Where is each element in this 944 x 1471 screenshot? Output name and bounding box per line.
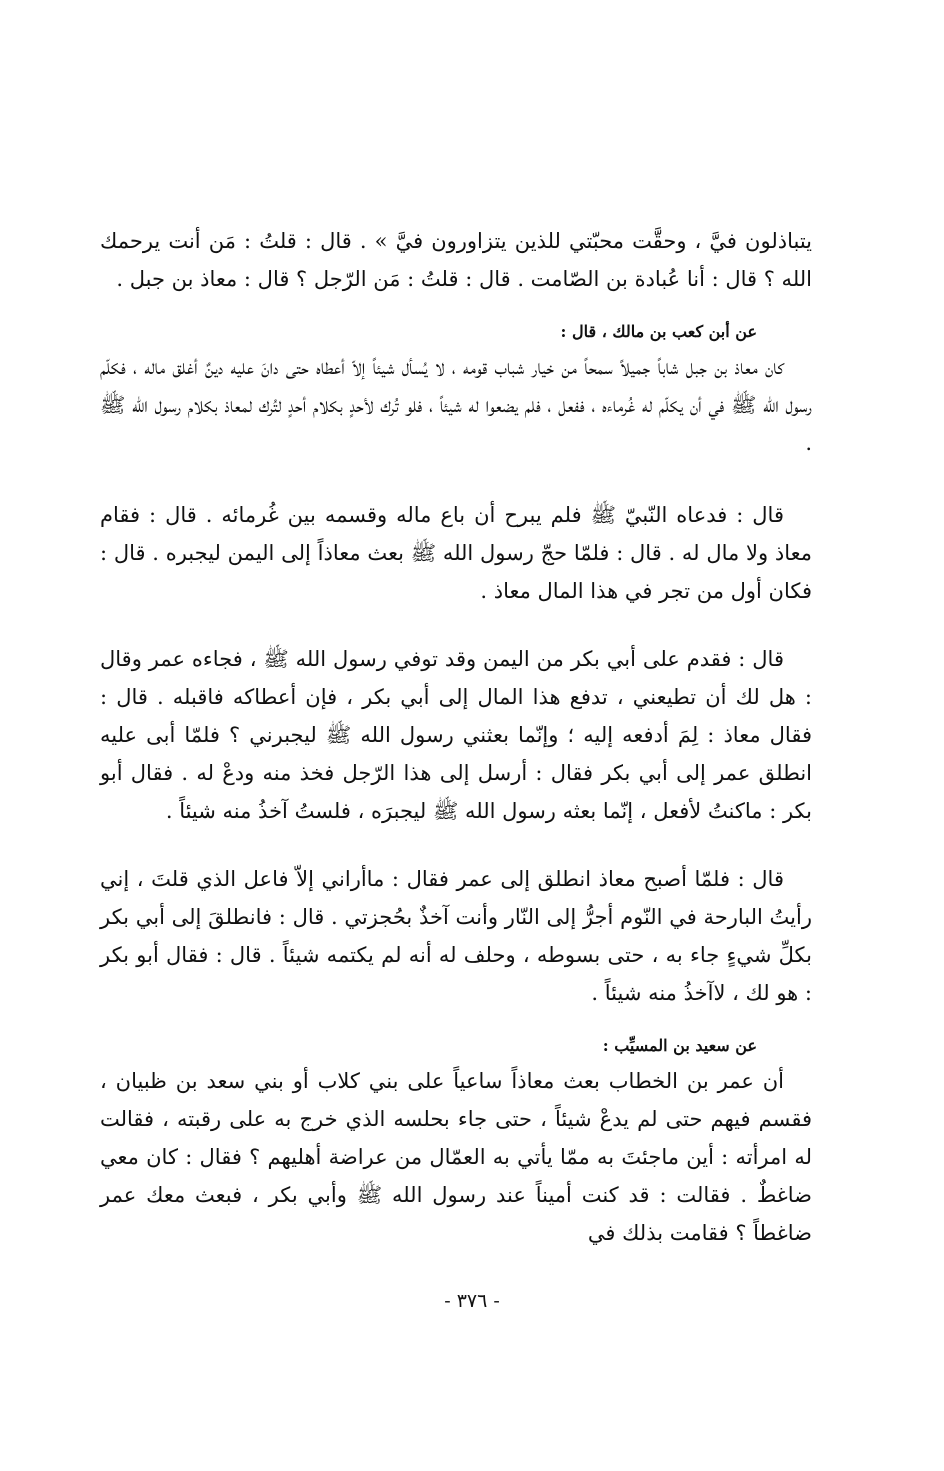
paragraph-1: يتباذلون فيَّ ، وحقَّت محبّتي للذين يتزاورون فيَّ » . قال : قلتُ : مَن أنت يرحمك الله ؟ قال : أنا عُبادة بن الصّامت . قال : قلتُ : مَن الرّجل ؟ قال : معاذ بن جبل .: [100, 229, 812, 291]
page-body: [100, 222, 812, 1252]
section-heading-1: عن أبن كعب بن مالك ، قال :: [560, 322, 757, 341]
page-number: - ٣٧٦ -: [444, 1290, 500, 1312]
paragraph-3: قال : فدعاه النّبيّ ﷺ فلم يبرح أن باع ماله وقسمه بين غُرمائه . قال : فقام معاذ ولا مال له . قال : فلمّا حجّ رسول الله ﷺ بعث معاذاً إلى اليمن ليجبره . قال : فكان أول من تجر في هذا المال معاذ .: [100, 503, 812, 603]
paragraph-5: قال : فلمّا أصبح معاذ انطلق إلى عمر فقال : ماأراني إلاّ فاعل الذي قلتَ ، إني رأيتُ البارحة في النّوم أجرُّ إلى النّار وأنت آخذٌ بحُجزتي . قال : فانطلقَ إلى أبي بكر بكلِّ شيءٍ جاء به ، حتى بسوطه ، وحلف له أنه لم يكتمه شيئاً . قال : فقال أبو بكر : هو لك ، لاآخذُ منه شيئاً .: [100, 867, 812, 1005]
paragraph-2: كان معاذ بن جبل شاباً جميلاً سمحاً من خيار شباب قومه ، لا يُسأل شيئاً إلاّ أعطاه حتى دانَ عليه دينٌ أغلق ماله ، فكلّم رسول الله ﷺ في أن يكلّم له غُرماءه ، ففعل ، فلم يضعوا له شيئاً ، فلو تُرك لأحدٍ بكلام أحدٍ لتُرك لمعاذ بكلام رسول الله ﷺ .: [100, 355, 812, 455]
section-heading-2: عن سعيد بن المسيِّب :: [602, 1036, 757, 1055]
paragraph-6: أن عمر بن الخطاب بعث معاذاً ساعياً على بني كلاب أو بني سعد بن ظبيان ، فقسم فيهم حتى لم يدعْ شيئاً ، حتى جاء بحلسه الذي خرج به على رقبته ، فقالت له امرأته : أين ماجئتَ به ممّا يأتي به العمّال من عراضة أهليهم ؟ فقال : كان معي ضاغطٌ . فقالت : قد كنت أميناً عند رسول الله ﷺ وأبي بكر ، فبعث معك عمر ضاغطاً ؟ فقامت بذلك في: [100, 1069, 813, 1245]
paragraph-4: قال : فقدم على أبي بكر من اليمن وقد توفي رسول الله ﷺ ، فجاءه عمر وقال : هل لك أن تطيعني ، تدفع هذا المال إلى أبي بكر ، فإن أعطاكه فاقبله . قال : فقال معاذ : لِمَ أدفعه إليه ؛ وإنّما بعثني رسول الله ﷺ ليجبرني ؟ فلمّا أبى عليه انطلق عمر إلى أبي بكر فقال : أرسل إلى هذا الرّجل فخذ منه ودعْ له . فقال أبو بكر : ماكنتُ لأفعل ، إنّما بعثه رسول الله ﷺ ليجبرَه ، فلستُ آخذُ منه شيئاً .: [100, 647, 813, 823]
